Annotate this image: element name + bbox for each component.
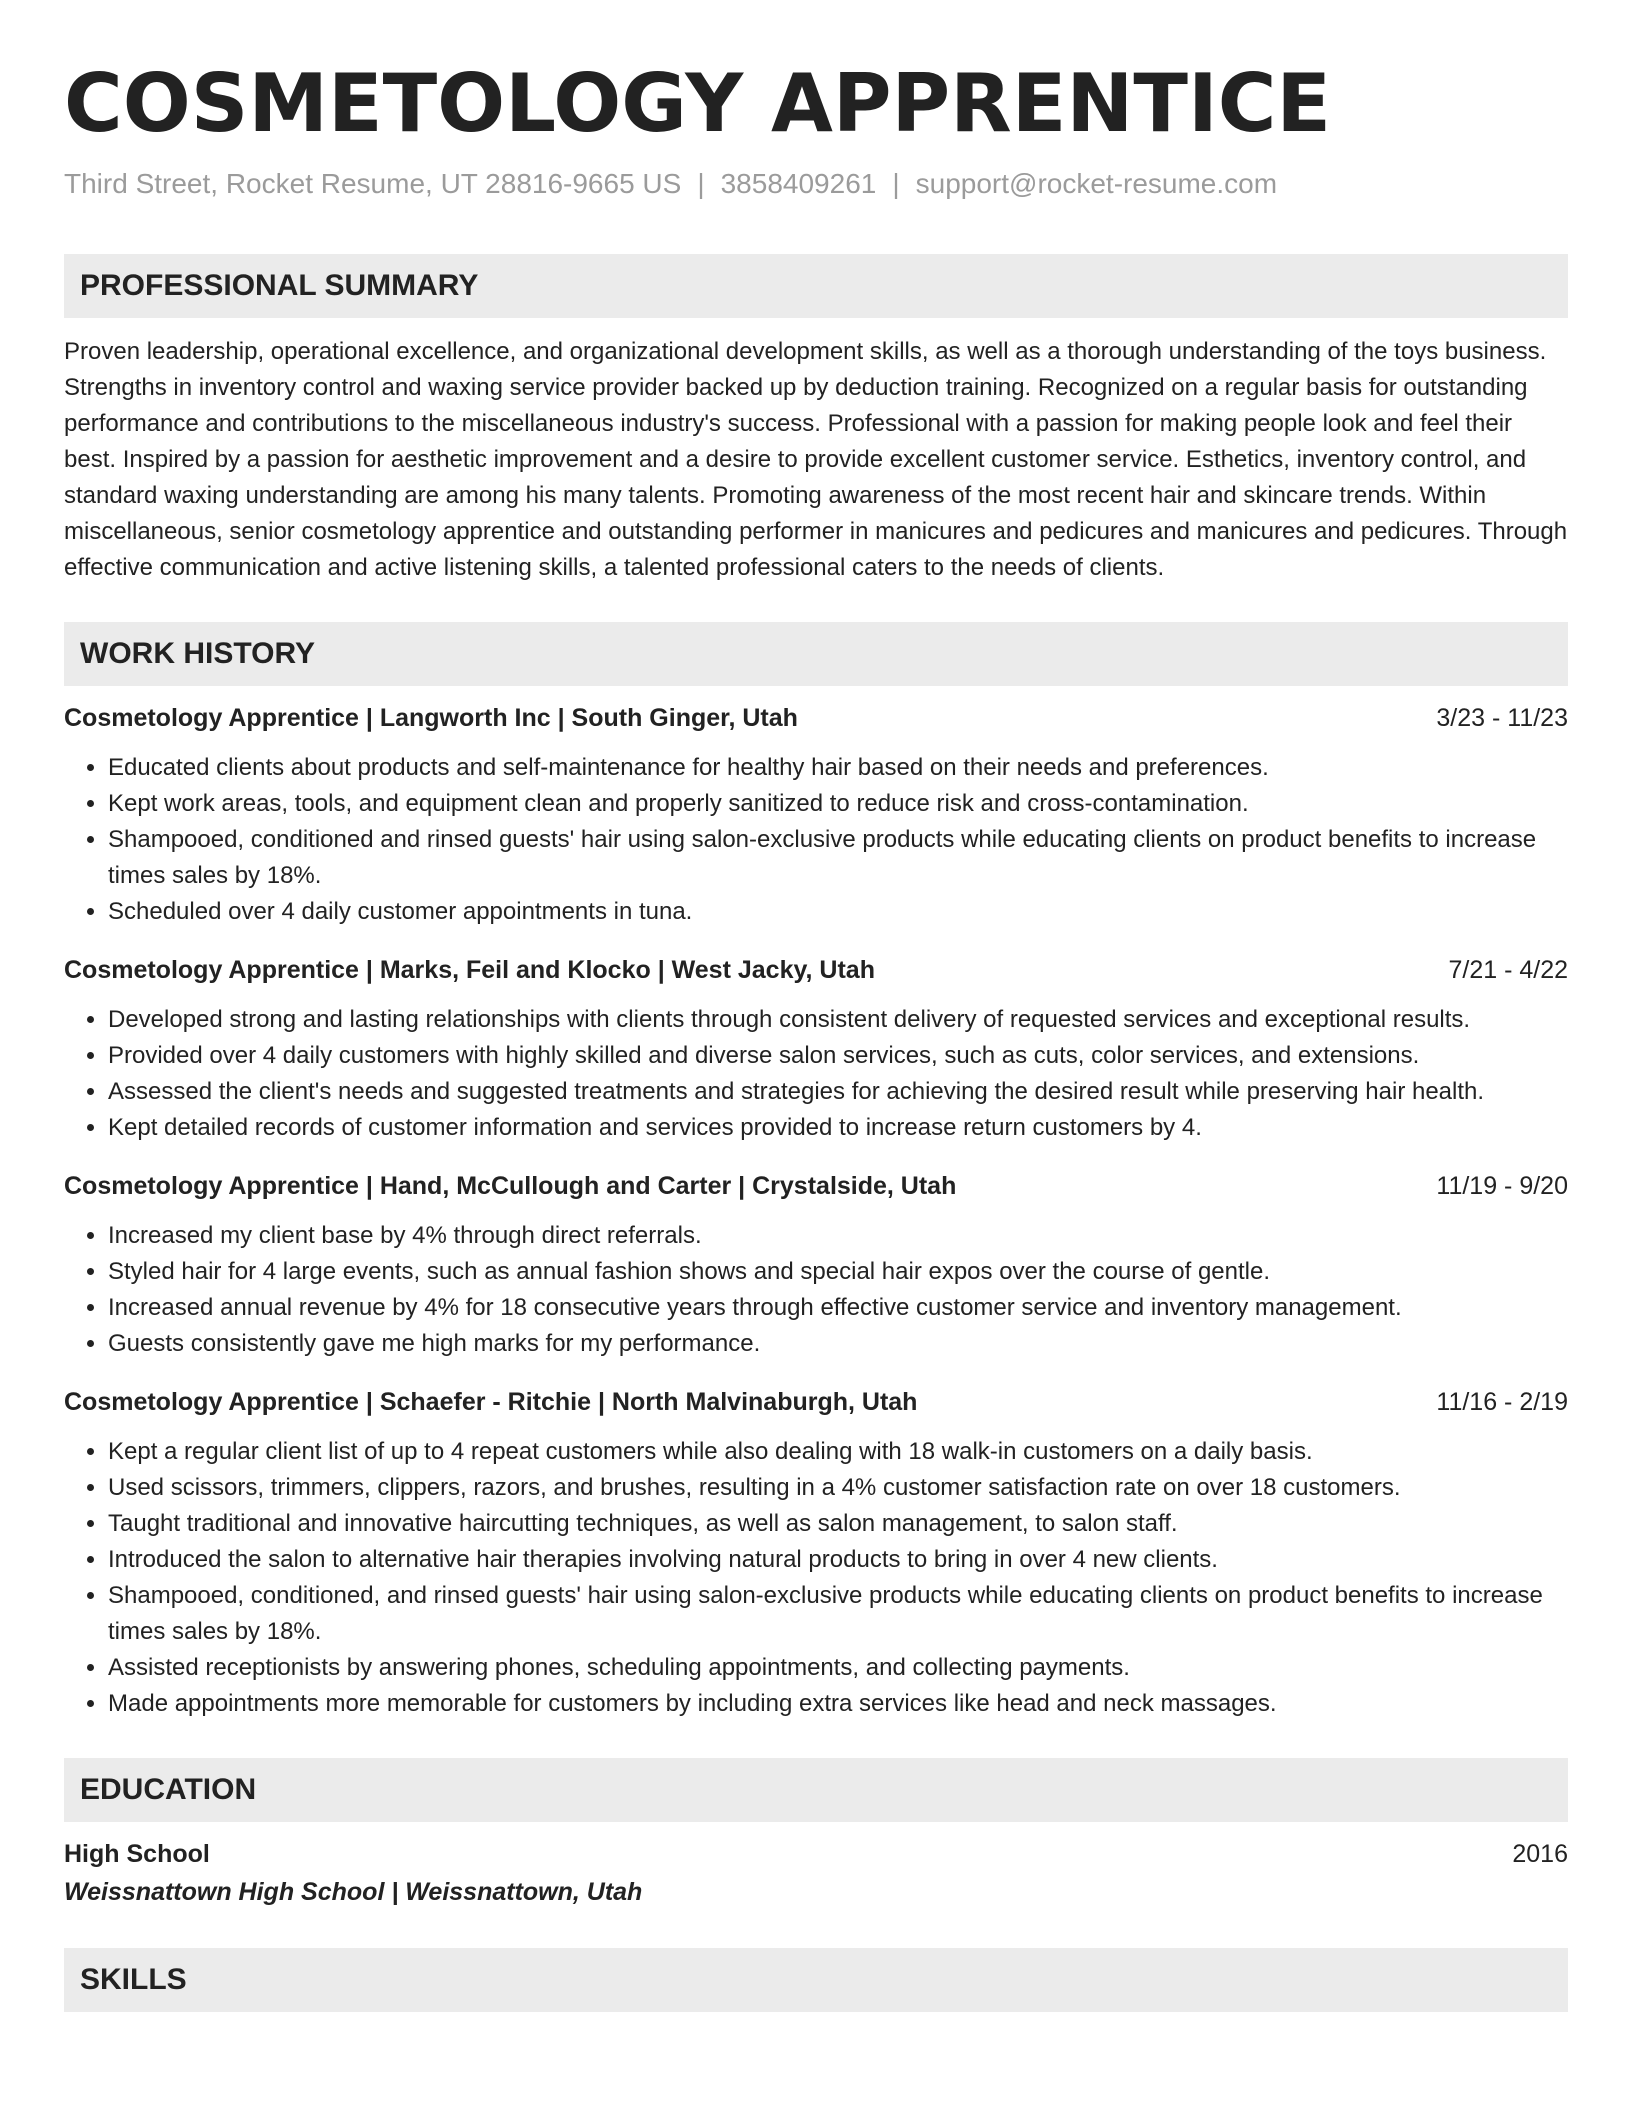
education-degree: High School bbox=[64, 1840, 210, 1868]
job-entry bbox=[64, 952, 1568, 1146]
job-bullet: • Developed strong and lasting relationships with clients through consistent delivery of requested services and exceptional results. bbox=[108, 1002, 1568, 1038]
job-bullet: • Kept a regular client list of up to 4 repeat customers while also dealing with 18 walk-in customers on a daily basis. bbox=[108, 1434, 1568, 1470]
job-bullet: • Assessed the client's needs and suggested treatments and strategies for achieving the desired result while preserving hair health. bbox=[108, 1074, 1568, 1110]
section-header-skills: SKILLS bbox=[64, 1948, 1568, 2012]
job-bullet: • Assisted receptionists by answering phones, scheduling appointments, and collecting payments. bbox=[108, 1650, 1568, 1686]
summary-text: Proven leadership, operational excellence, and organizational development skills, as well as a thorough understanding of the toys business. Strengths in inventory control and waxing service provider backed up by deduction training. Recognized on a regular basis for outstanding performance and contributions to the miscellaneous industry's success. Professional with a passion for making people look and feel their best. Inspired by a passion for aesthetic improvement and a desire to provide excellent customer service. Esthetics, inventory control, and standard waxing understanding are among his many talents. Promoting awareness of the most recent hair and skincare trends. Within miscellaneous, senior cosmetology apprentice and outstanding performer in manicures and pedicures and manicures and pedicures. Through effective communication and active listening skills, a talented professional caters to the needs of clients. bbox=[64, 338, 1568, 581]
job-bullet: • Kept detailed records of customer information and services provided to increase return customers by 4. bbox=[108, 1110, 1568, 1146]
contact-line bbox=[64, 166, 1568, 202]
contact-phone: 3858409261 bbox=[720, 168, 877, 199]
education-header bbox=[64, 1836, 1568, 1872]
section-header-education: EDUCATION bbox=[64, 1758, 1568, 1822]
job-bullet: • Guests consistently gave me high marks for my performance. bbox=[108, 1326, 1568, 1362]
job-title: Cosmetology Apprentice | Schaefer - Ritchie | North Malvinaburgh, Utah bbox=[64, 1388, 918, 1416]
education-year: 2016 bbox=[1512, 1840, 1568, 1868]
job-bullet: • Scheduled over 4 daily customer appointments in tuna. bbox=[108, 894, 1568, 930]
job-bullet: • Kept work areas, tools, and equipment clean and properly sanitized to reduce risk and cross-contamination. bbox=[108, 786, 1568, 822]
job-entry bbox=[64, 700, 1568, 930]
job-entry bbox=[64, 1168, 1568, 1362]
job-dates: 7/21 - 4/22 bbox=[1448, 956, 1568, 984]
job-bullet: • Taught traditional and innovative haircutting techniques, as well as salon management, to salon staff. bbox=[108, 1506, 1568, 1542]
job-title: Cosmetology Apprentice | Langworth Inc | South Ginger, Utah bbox=[64, 704, 798, 732]
job-header bbox=[64, 1168, 1568, 1204]
education-school: Weissnattown High School | Weissnattown, Utah bbox=[64, 1878, 643, 1906]
section-header-work-history: WORK HISTORY bbox=[64, 622, 1568, 686]
job-bullet: • Increased my client base by 4% through direct referrals. bbox=[108, 1218, 1568, 1254]
job-bullet: • Used scissors, trimmers, clippers, razors, and brushes, resulting in a 4% customer satisfaction rate on over 18 customers. bbox=[108, 1470, 1568, 1506]
contact-address: Third Street, Rocket Resume, UT 28816-9665 US bbox=[64, 168, 682, 199]
contact-email: support@rocket-resume.com bbox=[915, 168, 1278, 199]
job-title: Cosmetology Apprentice | Marks, Feil and Klocko | West Jacky, Utah bbox=[64, 956, 875, 984]
job-bullet: • Educated clients about products and self-maintenance for healthy hair based on their needs and preferences. bbox=[108, 750, 1568, 786]
job-bullets bbox=[64, 1434, 1568, 1722]
job-bullet: • Shampooed, conditioned and rinsed guests' hair using salon-exclusive products while educating clients on product benefits to increase times sales by 18%. bbox=[108, 822, 1568, 894]
job-dates: 11/16 - 2/19 bbox=[1436, 1388, 1568, 1416]
job-dates: 3/23 - 11/23 bbox=[1436, 704, 1568, 732]
job-bullets bbox=[64, 1002, 1568, 1146]
job-bullets bbox=[64, 1218, 1568, 1362]
job-bullet: • Provided over 4 daily customers with highly skilled and diverse salon services, such as cuts, color services, and extensions. bbox=[108, 1038, 1568, 1074]
section-header-summary: PROFESSIONAL SUMMARY bbox=[64, 254, 1568, 318]
contact-separator: | bbox=[697, 168, 705, 199]
job-entry bbox=[64, 1384, 1568, 1722]
job-header bbox=[64, 952, 1568, 988]
resume-name: COSMETOLOGY APPRENTICE bbox=[64, 57, 1332, 150]
job-bullet: • Made appointments more memorable for customers by including extra services like head and neck massages. bbox=[108, 1686, 1568, 1722]
job-bullet: • Shampooed, conditioned, and rinsed guests' hair using salon-exclusive products while educating clients on product benefits to increase times sales by 18%. bbox=[108, 1578, 1568, 1650]
job-bullet: • Introduced the salon to alternative hair therapies involving natural products to bring in over 4 new clients. bbox=[108, 1542, 1568, 1578]
job-dates: 11/19 - 9/20 bbox=[1436, 1172, 1568, 1200]
job-bullet: • Increased annual revenue by 4% for 18 consecutive years through effective customer service and inventory management. bbox=[108, 1290, 1568, 1326]
job-header bbox=[64, 1384, 1568, 1420]
job-bullet: • Styled hair for 4 large events, such as annual fashion shows and special hair expos over the course of gentle. bbox=[108, 1254, 1568, 1290]
contact-separator: | bbox=[892, 168, 900, 199]
job-bullets bbox=[64, 750, 1568, 930]
job-header bbox=[64, 700, 1568, 736]
education-entry bbox=[64, 1836, 1568, 1912]
job-title: Cosmetology Apprentice | Hand, McCullough and Carter | Crystalside, Utah bbox=[64, 1172, 957, 1200]
